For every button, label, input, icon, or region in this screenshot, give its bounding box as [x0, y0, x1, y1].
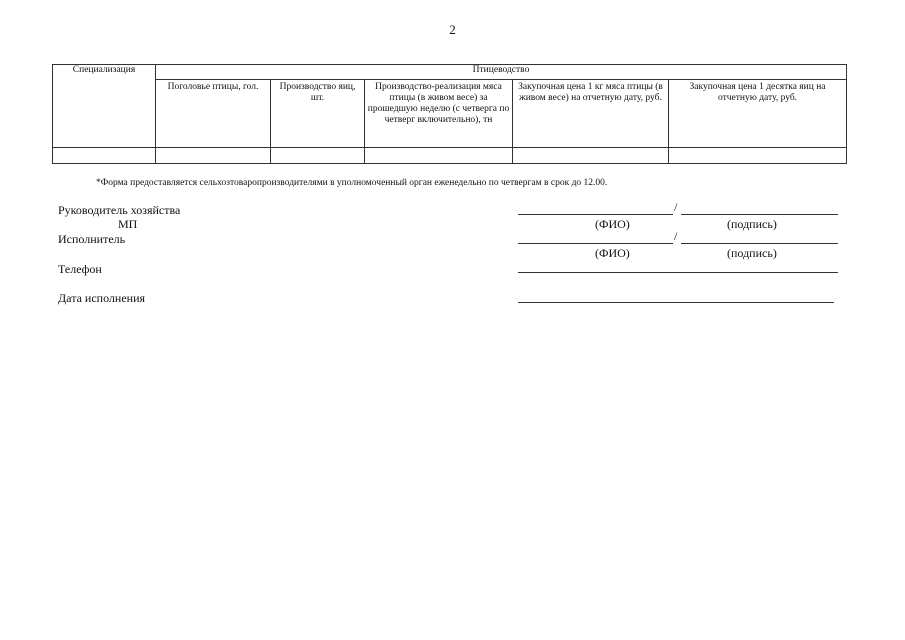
mp-label: МП — [118, 217, 138, 231]
head-signature-line[interactable] — [681, 214, 838, 215]
executor-separator: / — [674, 229, 678, 243]
executor-signature-line[interactable] — [681, 243, 838, 244]
phone-line[interactable] — [518, 272, 838, 273]
executor-sign-caption: (подпись) — [727, 246, 777, 260]
date-line[interactable] — [518, 302, 834, 303]
head-separator: / — [674, 200, 678, 214]
poultry-group-header: Птицеводство — [156, 65, 847, 80]
column-header-meat-price: Закупочная цена 1 кг мяса птицы (в живом весе) на отчетную дату, руб. — [513, 80, 669, 148]
executor-fio-line[interactable] — [518, 243, 673, 244]
column-header-egg-price: Закупочная цена 1 десятка яиц на отчетную дату, руб. — [669, 80, 847, 148]
cell-specialization[interactable] — [53, 148, 156, 164]
cell-meat-price[interactable] — [513, 148, 669, 164]
cell-egg-price[interactable] — [669, 148, 847, 164]
head-fio-line[interactable] — [518, 214, 673, 215]
column-header-livestock: Поголовье птицы, гол. — [156, 80, 271, 148]
cell-meat-production[interactable] — [365, 148, 513, 164]
footnote: *Форма предоставляется сельхозтоваропроизводителями в уполномоченный орган еженедельно по четвергам в срок до 12.00. — [96, 178, 608, 188]
date-label: Дата исполнения — [58, 291, 146, 305]
page-number: 2 — [449, 22, 456, 37]
table-row — [53, 148, 847, 164]
cell-egg-production[interactable] — [271, 148, 365, 164]
specialization-header: Специализация — [53, 65, 156, 148]
cell-livestock[interactable] — [156, 148, 271, 164]
executor-fio-caption: (ФИО) — [595, 246, 630, 260]
phone-label: Телефон — [58, 262, 102, 276]
poultry-report-table — [52, 64, 847, 164]
head-fio-caption: (ФИО) — [595, 217, 630, 231]
head-sign-caption: (подпись) — [727, 217, 777, 231]
executor-label: Исполнитель — [58, 232, 126, 246]
head-of-farm-label: Руководитель хозяйства — [58, 203, 181, 217]
column-header-egg-production: Производство яиц, шт. — [271, 80, 365, 148]
column-header-meat-production: Производство-реализация мяса птицы (в живом весе) за прошедшую неделю (с четверга по четверг включительно), тн — [365, 80, 513, 148]
